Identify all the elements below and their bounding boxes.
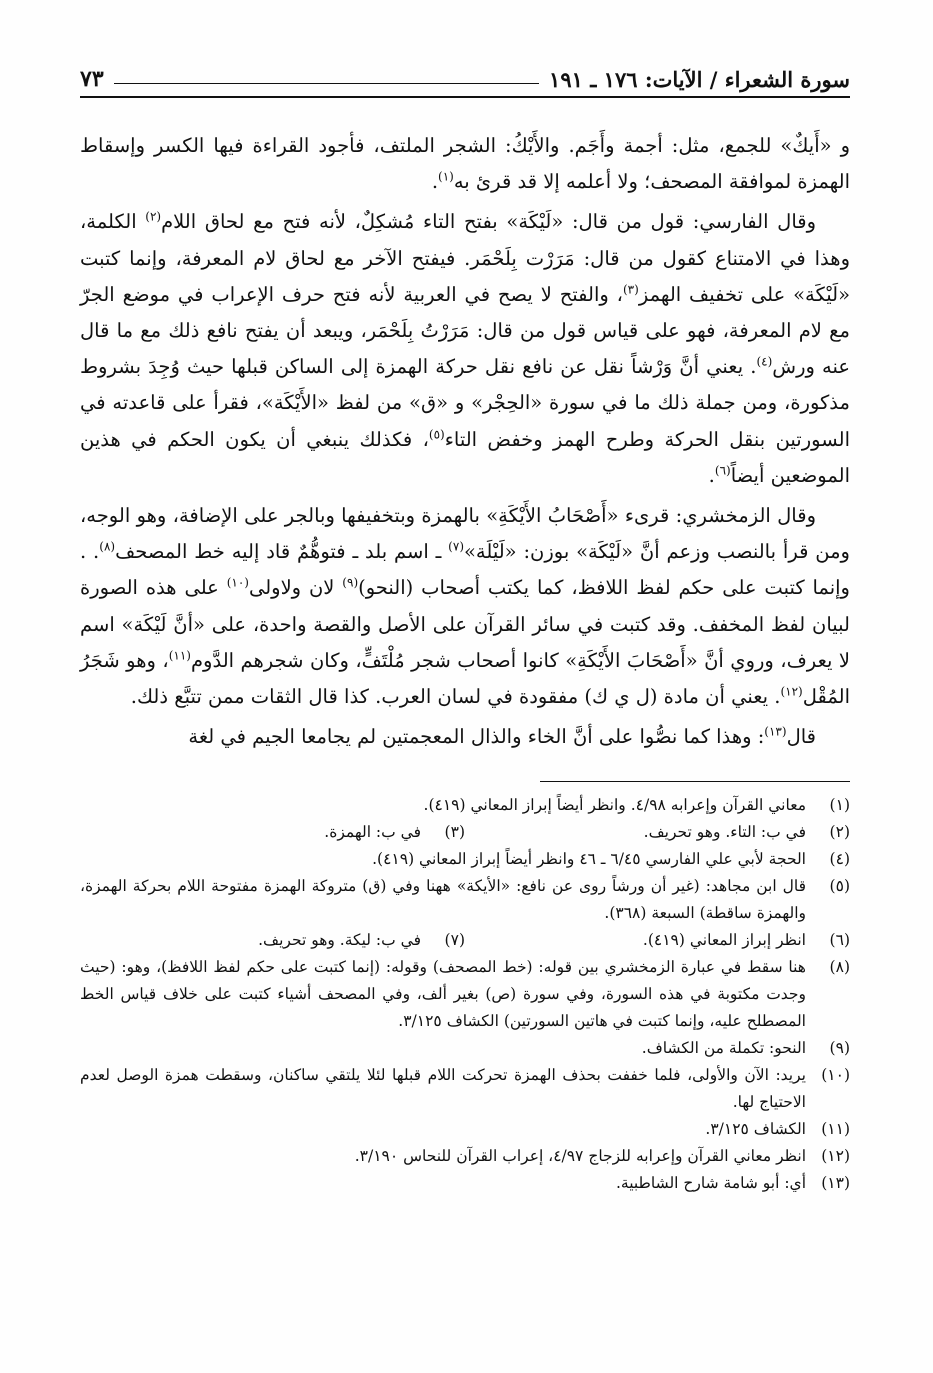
footnote-ref: (١٣): [764, 724, 787, 739]
footnote-row: [80, 927, 850, 954]
footnote: [80, 927, 465, 954]
footnote-number: (١٢): [821, 1147, 850, 1166]
paragraph-text: وقال الزمخشري: قرىء «أَصْحَابُ الأَيْكَةِ» بالهمزة وبتخفيفها وبالجر على الإضافة، وهو الوجه، ومن قرأ بالنصب وزعم أنَّ «لَيْكَة» بوزن: «لَيْلَة»: [80, 504, 850, 564]
footnote-ref: (٣): [622, 282, 639, 297]
book-page: [80, 52, 850, 1197]
footnote-number: (٤): [829, 850, 850, 869]
footnote-text: في ب: الهمزة.: [324, 823, 421, 842]
footnote-number: (١٣): [821, 1174, 850, 1193]
footnote-text: قال ابن مجاهد: (غير أن ورشاً روى عن نافع: «الأيكة» ههنا وفي (ق) متروكة الهمزة مفتوحة اللام بحركة الهمزة، والهمزة ساقطة) السبعة (٣٦٨).: [80, 877, 806, 923]
footnote-ref: (١١): [168, 648, 191, 663]
footnote-text: انظر إبراز المعاني (٤١٩).: [642, 931, 806, 950]
paragraph-text: . يعني أنَّ وَرْشاً نقل عن نافع نقل حركة الهمزة إلى الساكن قبلها حيث وُجِدَ بشروط مذكورة، ومن جملة ذلك ما في سورة «الحِجْر» و «ق» من لفظ «الأَيْكَة»، فقرأ على قاعدته في السورتين بنقل الحركة وطرح الهمز وخفض التاء: [80, 355, 850, 451]
footnote-ref: (١٠): [226, 575, 249, 590]
paragraph-text: . . وإنما كتبت على حكم لفظ اللافظ، كما يكتب أصحاب (النحو): [80, 540, 850, 600]
footnote-number: (٥): [829, 877, 850, 896]
paragraph-text: ، فكذلك ينبغي أن يكون الحكم في هذين الموضعين أيضاً: [80, 427, 850, 487]
paragraph-text: على هذه الصورة لبيان لفظ المخفف. وقد كتبت في سائر القرآن على الأصل والقصة واحدة، على «أنَّ لَيْكَة» اسم لا يعرف، وروي أنَّ «أَصْحَابَ الأَيْكَةِ» كانوا أصحاب شجر مُلْتَفٍّ، وكان شجرهم الدَّوم: [80, 576, 850, 672]
footnote-number: (٢): [829, 823, 850, 842]
footnote-text: النحو: تكملة من الكشاف.: [641, 1039, 806, 1058]
paragraph-text: ، وهو شَجَرُ المُقْل: [80, 648, 850, 709]
footnote-ref: (٦): [714, 463, 731, 478]
footnote-number: (٣): [444, 823, 465, 842]
paragraph-text: وقال الفارسي: قول من قال: «لَيْكَة» بفتح التاء مُشكِلٌ، لأنه فتح مع لحاق اللام: [161, 210, 816, 234]
paragraph-text: و «أَيكٌ» للجمع، مثل: أجمة وأَجَم. والأَيْكُ: الشجر الملتف، فأجود القراءة فيها الكسر وإسقاط الهمزة لموافقة المصحف؛ ولا أعلمه إلا قد قرئ به: [80, 134, 850, 194]
footnote-text: في ب: التاء. وهو تحريف.: [643, 823, 806, 842]
footnote-text: الكشاف ٣/١٢٥.: [705, 1120, 806, 1139]
footnote-text: في ب: ليكة. وهو تحريف.: [258, 931, 421, 950]
paragraph-text: .: [708, 463, 715, 487]
paragraph: [80, 128, 850, 200]
footnote-text: معاني القرآن وإعرابه ٤/٩٨. وانظر أيضاً إبراز المعاني (٤١٩).: [423, 796, 806, 815]
footnote-ref: (١٢): [780, 684, 803, 699]
footnote: [80, 1062, 850, 1116]
footnote-number: (٧): [444, 931, 465, 950]
footnote: [80, 1170, 850, 1197]
footnote-number: (٨): [829, 958, 850, 977]
paragraph: [80, 719, 850, 755]
footnote: [80, 954, 850, 1035]
footnote-row: [80, 819, 850, 846]
footnote-number: (٦): [829, 931, 850, 950]
footnote-number: (١٠): [821, 1066, 850, 1085]
footnote-ref: (٢): [145, 209, 162, 224]
footnote-ref: (٥): [428, 427, 445, 442]
footnote-ref: (٤): [756, 354, 773, 369]
footnote: [80, 1035, 850, 1062]
footnote: [80, 819, 465, 846]
footnote-text: يريد: الآن والأولى، فلما خففت بحذف الهمزة تحركت اللام قبلها لئلا يلتقي ساكنان، وسقطت همزة الوصل لعدم الاحتياج لها.: [80, 1066, 806, 1112]
paragraph-text: لان ولاولى: [248, 576, 343, 600]
footnote: [80, 1116, 850, 1143]
footnote-separator: [540, 781, 850, 782]
paragraph: [80, 498, 850, 715]
footnote: [80, 846, 850, 873]
paragraph-text: الكلمة، وهذا في الامتناع كقول من قال: مَرَرْت بِلَحْمَر. فيفتح الآخر مع لحاق لام المعرفة، وإنما كتبت «لَيْكَة» على تخفيف الهمز: [80, 210, 850, 306]
footnote-text: الحجة لأبي علي الفارسي ٦/٤٥ ـ ٤٦ وانظر أيضاً إبراز المعاني (٤١٩).: [372, 850, 806, 869]
footnote: [465, 819, 850, 846]
paragraph-text: ، والفتح لا يصح في العربية لأنه فتح حرف الإعراب في موضع الجرّ مع لام المعرفة، فهو على قياس قول من قال: مَرَرْتُ بِلَحْمَر، ويبعد أن يفتح نافع ذلك مع ما قال عنه ورش: [80, 282, 850, 379]
paragraph-text: . يعني أن مادة (ل ي ك) مفقودة في لسان العرب. كذا قال الثقات ممن تتبَّع ذلك.: [130, 685, 781, 709]
footnote-number: (٩): [829, 1039, 850, 1058]
header-rule: [114, 83, 539, 84]
paragraph-text: قال: [786, 725, 816, 749]
footnote-ref: (٨): [99, 539, 116, 554]
paragraph-text: : وهذا كما نصُّوا على أنَّ الخاء والذال المعجمتين لم يجامعا الجيم في لغة: [188, 725, 765, 749]
footnote-ref: (١): [438, 169, 454, 184]
main-text: [80, 128, 850, 755]
footnotes: [80, 792, 850, 1197]
paragraph: [80, 204, 850, 494]
footnote-number: (١): [829, 796, 850, 815]
footnote-ref: (٧): [448, 539, 464, 554]
paragraph-text: ـ اسم بلد ـ فتوهُّمٌ قاد إليه خط المصحف: [115, 540, 449, 564]
chapter-title: سورة الشعراء / الآيات: ١٧٦ ـ ١٩١: [549, 67, 850, 92]
footnote: [465, 927, 850, 954]
footnote: [80, 792, 850, 819]
paragraph-text: .: [431, 170, 439, 194]
page-number: ٧٣: [80, 66, 104, 92]
footnote-number: (١١): [821, 1120, 850, 1139]
footnote-text: انظر معاني القرآن وإعرابه للزجاج ٤/٩٧، إعراب القرآن للنحاس ٣/١٩٠.: [354, 1147, 806, 1166]
footnote-text: أي: أبو شامة شارح الشاطبية.: [615, 1174, 806, 1193]
footnote: [80, 1143, 850, 1170]
footnote-ref: (٩): [342, 575, 359, 590]
footnote: [80, 873, 850, 927]
footnote-text: هنا سقط في عبارة الزمخشري بين قوله: (خط المصحف) وقوله: (إنما كتبت على حكم لفظ اللافظ)، وهو: (حيث وجدت مكتوبة في هذه السورة، وفي سورة (ص) بغير ألف، وفي المصحف أشياء كتبت على خلاف قياس الخط المصطلح عليه، وإنما كتبت في هاتين السورتين) الكشاف ٣/١٢٥.: [80, 958, 806, 1031]
running-header: [80, 52, 850, 98]
